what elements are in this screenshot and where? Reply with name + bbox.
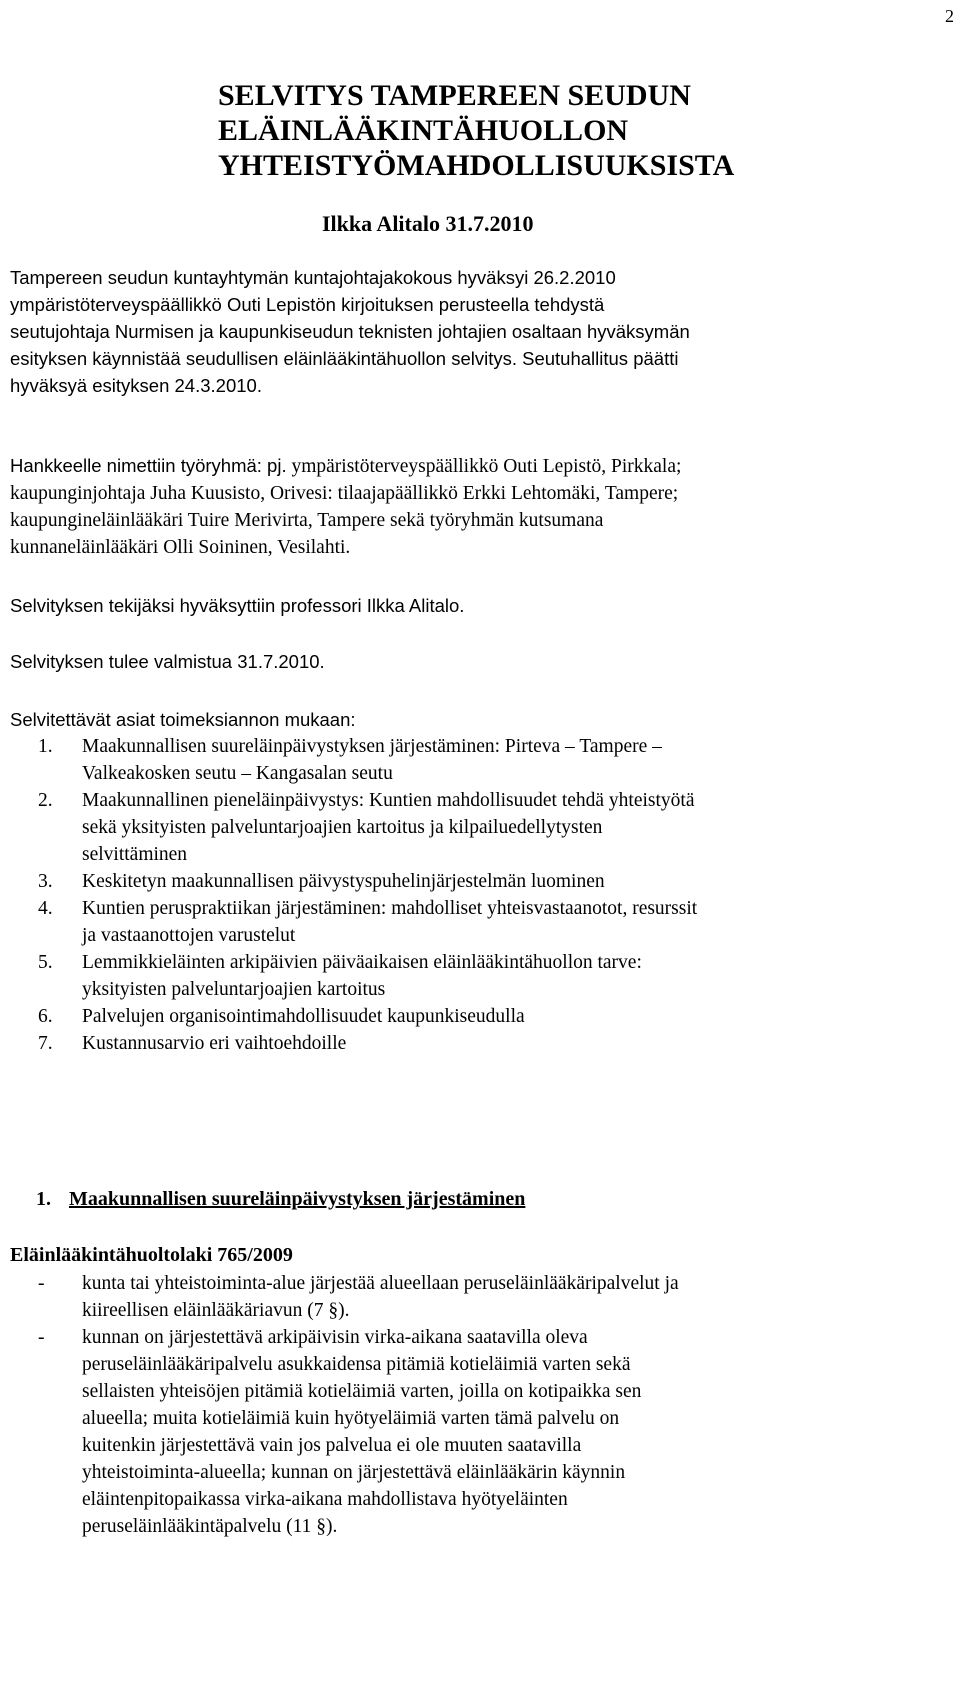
list-item	[10, 1324, 940, 1540]
list-item	[10, 733, 940, 787]
working-group-line: kaupunginjohtaja Juha Kuusisto, Orivesi: tilaajapäällikkö Erkki Lehtomäki, Tampere;	[10, 483, 679, 504]
list-item	[10, 1030, 940, 1057]
list-item-line: yhteistoiminta-alueella; kunnan on järjestettävä eläinlääkärin käynnin	[82, 1462, 626, 1483]
list-item-line: kunnan on järjestettävä arkipäivisin virka-aikana saatavilla oleva	[82, 1327, 588, 1348]
law-heading: Eläinlääkintähuoltolaki 765/2009	[10, 1244, 293, 1266]
title-line: YHTEISTYÖMAHDOLLISUUKSISTA	[218, 149, 735, 182]
list-item-line: ja vastaanottojen varustelut	[82, 925, 296, 946]
list-item	[10, 949, 940, 1003]
intro-line: ympäristöterveyspäällikkö Outi Lepistön kirjoituksen perusteella tehdystä	[10, 294, 605, 315]
list-item-line: alueella; muita kotieläimiä kuin hyötyeläimiä varten tämä palvelu on	[82, 1408, 620, 1429]
list-item-line: selvittäminen	[82, 844, 188, 865]
list-number: 4.	[38, 898, 53, 919]
document-title	[218, 78, 918, 183]
list-number: 5.	[38, 952, 53, 973]
list-number: 1.	[38, 736, 53, 757]
title-line: SELVITYS TAMPEREEN SEUDUN	[218, 79, 691, 112]
intro-paragraph	[10, 264, 940, 399]
section-title: Maakunnallisen suureläinpäivystyksen järjestäminen	[69, 1188, 526, 1210]
topics-heading: Selvitettävät asiat toimeksiannon mukaan:	[10, 709, 356, 730]
intro-line: esityksen käynnistää seudullisen eläinlääkintähuollon selvitys. Seutuhallitus päätti	[10, 348, 679, 369]
list-item-line: Keskitetyn maakunnallisen päivystyspuhelinjärjestelmän luominen	[82, 871, 605, 892]
list-item-line: sekä yksityisten palveluntarjoajien kartoitus ja kilpailuedellytysten	[82, 817, 603, 838]
list-item-line: Maakunnallinen pieneläinpäivystys: Kuntien mahdollisuudet tehdä yhteistyötä	[82, 790, 695, 811]
list-item-line: Lemmikkieläinten arkipäivien päiväaikaisen eläinlääkintähuollon tarve:	[82, 952, 642, 973]
list-item-line: yksityisten palveluntarjoajien kartoitus	[82, 979, 386, 1000]
section-heading	[36, 1186, 525, 1213]
topics-list	[10, 733, 940, 1057]
list-item	[10, 1270, 940, 1324]
list-item-line: peruseläinlääkintäpalvelu (11 §).	[82, 1516, 338, 1537]
list-item-line: sellaisten yhteisöjen pitämiä kotieläimiä varten, joilla on kotipaikka sen	[82, 1381, 642, 1402]
list-number: 3.	[38, 871, 53, 892]
list-number: 2.	[38, 790, 53, 811]
list-dash: -	[38, 1273, 45, 1294]
list-item-line: Kustannusarvio eri vaihtoehdoille	[82, 1033, 347, 1054]
working-group-line: kaupungineläinlääkäri Tuire Merivirta, Tampere sekä työryhmän kutsumana	[10, 510, 604, 531]
working-group-lead: Hankkeelle nimettiin työryhmä: pj.	[10, 455, 287, 476]
list-item-line: peruseläinlääkäripalvelu asukkaidensa pitämiä kotieläimiä varten sekä	[82, 1354, 631, 1375]
section-number: 1.	[36, 1188, 51, 1210]
list-item-line: Kuntien peruspraktiikan järjestäminen: mahdolliset yhteisvastaanotot, resurssit	[82, 898, 698, 919]
list-item	[10, 787, 940, 868]
law-provisions-list	[10, 1270, 940, 1540]
list-number: 7.	[38, 1033, 53, 1054]
working-group-paragraph	[10, 452, 940, 561]
working-group-line: kunnaneläinlääkäri Olli Soininen, Vesilahti.	[10, 537, 351, 558]
intro-line: hyväksyä esityksen 24.3.2010.	[10, 375, 262, 396]
page-number: 2	[945, 6, 954, 26]
deadline-paragraph: Selvityksen tulee valmistua 31.7.2010.	[10, 651, 325, 672]
author-paragraph: Selvityksen tekijäksi hyväksyttiin professori Ilkka Alitalo.	[10, 595, 465, 616]
list-item	[10, 868, 940, 895]
list-item-line: Maakunnallisen suureläinpäivystyksen järjestäminen: Pirteva – Tampere –	[82, 736, 662, 757]
list-item	[10, 1003, 940, 1030]
list-item-line: eläintenpitopaikassa virka-aikana mahdollistava hyötyeläinten	[82, 1489, 568, 1510]
title-line: ELÄINLÄÄKINTÄHUOLLON	[218, 114, 629, 147]
list-item-line: kuitenkin järjestettävä vain jos palvelua ei ole muuten saatavilla	[82, 1435, 582, 1456]
list-dash: -	[38, 1327, 45, 1348]
intro-line: Tampereen seudun kuntayhtymän kuntajohtajakokous hyväksyi 26.2.2010	[10, 267, 616, 288]
intro-line: seutujohtaja Nurmisen ja kaupunkiseudun teknisten johtajien osaltaan hyväksymän	[10, 321, 690, 342]
list-number: 6.	[38, 1006, 53, 1027]
working-group-lead-cont: ympäristöterveyspäällikkö Outi Lepistö, Pirkkala;	[291, 456, 682, 477]
author-date: Ilkka Alitalo 31.7.2010	[322, 211, 534, 236]
list-item	[10, 895, 940, 949]
list-item-line: kiireellisen eläinlääkäriavun (7 §).	[82, 1300, 350, 1321]
list-item-line: Valkeakosken seutu – Kangasalan seutu	[82, 763, 393, 784]
list-item-line: kunta tai yhteistoiminta-alue järjestää alueellaan peruseläinlääkäripalvelut ja	[82, 1273, 679, 1294]
list-item-line: Palvelujen organisointimahdollisuudet kaupunkiseudulla	[82, 1006, 525, 1027]
